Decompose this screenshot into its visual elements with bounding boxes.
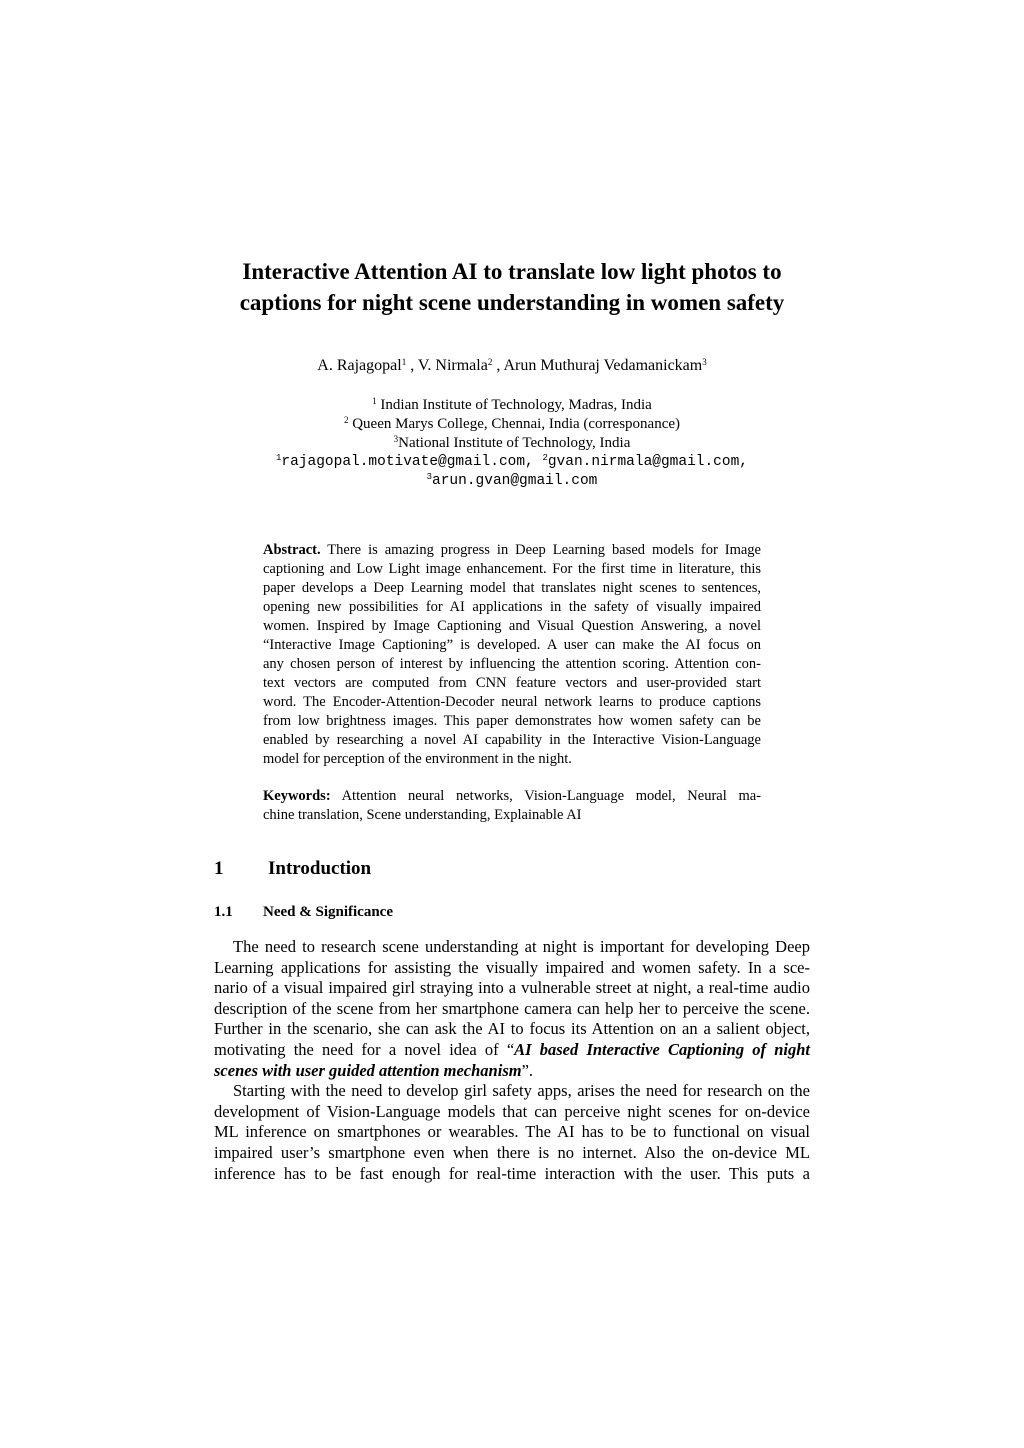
- author-3-sup: 3: [702, 357, 707, 367]
- affiliation-2-sup: 2: [343, 415, 349, 425]
- affiliation-3-text: National Institute of Technology, India: [398, 435, 631, 451]
- body-line: The need to research scene understanding at night is important for developing Deep: [233, 937, 810, 956]
- affiliation-1-text: Indian Institute of Technology, Madras, India: [376, 397, 652, 413]
- abstract-line: paper develops a Deep Learning model that translates night scenes to sentences,: [263, 580, 761, 596]
- subsection-heading: [214, 902, 393, 922]
- body-text: [214, 937, 810, 1184]
- body-text-span: ”.: [521, 1060, 534, 1080]
- keywords: [263, 787, 761, 825]
- section-heading: [214, 857, 371, 881]
- abstract-line: any chosen person of interest by influencing the attention scoring. Attention con-: [263, 656, 761, 672]
- keywords-line: [263, 787, 761, 806]
- subsection-number: 1.1: [214, 904, 233, 920]
- subsection-title: Need & Significance: [263, 904, 393, 920]
- abstract-line: “Interactive Image Captioning” is developed. A user can make the AI focus on: [263, 637, 761, 653]
- author-1: A. Rajagopal: [317, 357, 402, 374]
- body-line: impaired user’s smartphone even when there is no internet. Also the on-device ML: [214, 1142, 810, 1162]
- affiliation-2: [150, 415, 874, 434]
- abstract: [263, 541, 761, 769]
- section-title: Introduction: [268, 858, 372, 879]
- affiliation-2-text: Queen Marys College, Chennai, India (corresponance): [348, 416, 681, 432]
- title-line-1: Interactive Attention AI to translate low light photos to: [242, 259, 782, 284]
- abstract-label: Abstract.: [263, 542, 321, 558]
- author-list: [150, 356, 874, 376]
- emphasis-text: AI based Interactive Captioning of night: [514, 1039, 810, 1059]
- affiliation-3-sup: 3: [393, 434, 399, 444]
- author-2: , V. Nirmala: [406, 357, 488, 374]
- author-1-sup: 1: [401, 357, 407, 367]
- email-2-sup: 2: [542, 453, 548, 463]
- author-3: , Arun Muthuraj Vedamanickam: [492, 357, 703, 374]
- keywords-line: chine translation, Scene understanding, Explainable AI: [263, 807, 582, 823]
- affiliation-3: [150, 434, 874, 453]
- body-line: ML inference on smartphones or wearables. The AI has to be to functional on visual: [214, 1122, 810, 1142]
- abstract-line: [263, 541, 761, 560]
- section-number: 1: [214, 858, 224, 879]
- affiliation-1-sup: 1: [372, 396, 377, 406]
- body-line: description of the scene from her smartphone camera can help her to perceive the scene.: [214, 998, 810, 1018]
- emphasis-text: scenes with user guided attention mechanism: [214, 1060, 522, 1080]
- body-line: Further in the scenario, she can ask the AI to focus its Attention on an a salient object,: [214, 1019, 810, 1039]
- keywords-text: Attention neural networks, Vision-Language model, Neural ma-: [330, 788, 761, 804]
- email-line-2: [150, 472, 874, 491]
- keywords-label: Keywords:: [263, 788, 331, 804]
- title-line-2: captions for night scene understanding in women safety: [239, 290, 785, 315]
- abstract-line: opening new possibilities for AI applications in the safety of visually impaired: [263, 599, 761, 615]
- email-line-1: [150, 453, 874, 472]
- email-3-sup: 3: [426, 472, 433, 482]
- body-line: Starting with the need to develop girl safety apps, arises the need for research on the: [233, 1081, 810, 1101]
- abstract-text: There is amazing progress in Deep Learning based models for Image: [320, 542, 761, 558]
- body-line: [214, 1061, 810, 1082]
- body-line: development of Vision-Language models that can perceive night scenes for on-device: [214, 1101, 810, 1121]
- body-line: [214, 1040, 810, 1061]
- abstract-line: enabled by researching a novel AI capability in the Interactive Vision-Language: [263, 732, 761, 748]
- abstract-line: model for perception of the environment in the night.: [263, 751, 572, 767]
- email-2[interactable]: gvan.nirmala@gmail.com,: [547, 454, 748, 470]
- abstract-line: word. The Encoder-Attention-Decoder neural network learns to produce captions: [263, 694, 761, 710]
- email-1-sup: 1: [276, 453, 282, 463]
- body-line: Learning applications for assisting the visually impaired and women safety. In a sce-: [214, 957, 810, 977]
- body-line: inference has to be fast enough for real-time interaction with the user. This puts a: [214, 1163, 810, 1183]
- affiliation-1: [150, 396, 874, 415]
- email-3[interactable]: arun.gvan@gmail.com: [432, 473, 598, 489]
- abstract-line: text vectors are computed from CNN feature vectors and user-provided start: [263, 675, 761, 691]
- abstract-line: women. Inspired by Image Captioning and Visual Question Answering, a novel: [263, 618, 761, 634]
- affiliations: [150, 396, 874, 491]
- body-text-span: motivating the need for a novel idea of “: [214, 1039, 515, 1059]
- email-1[interactable]: rajagopal.motivate@gmail.com,: [281, 454, 543, 470]
- abstract-line: from low brightness images. This paper demonstrates how women safety can be: [263, 713, 761, 729]
- author-2-sup: 2: [487, 357, 493, 367]
- paper-title: [150, 256, 874, 318]
- abstract-line: captioning and Low Light image enhancement. For the first time in literature, this: [263, 561, 761, 577]
- body-line: nario of a visual impaired girl straying into a vulnerable street at night, a real-time audio: [214, 978, 810, 998]
